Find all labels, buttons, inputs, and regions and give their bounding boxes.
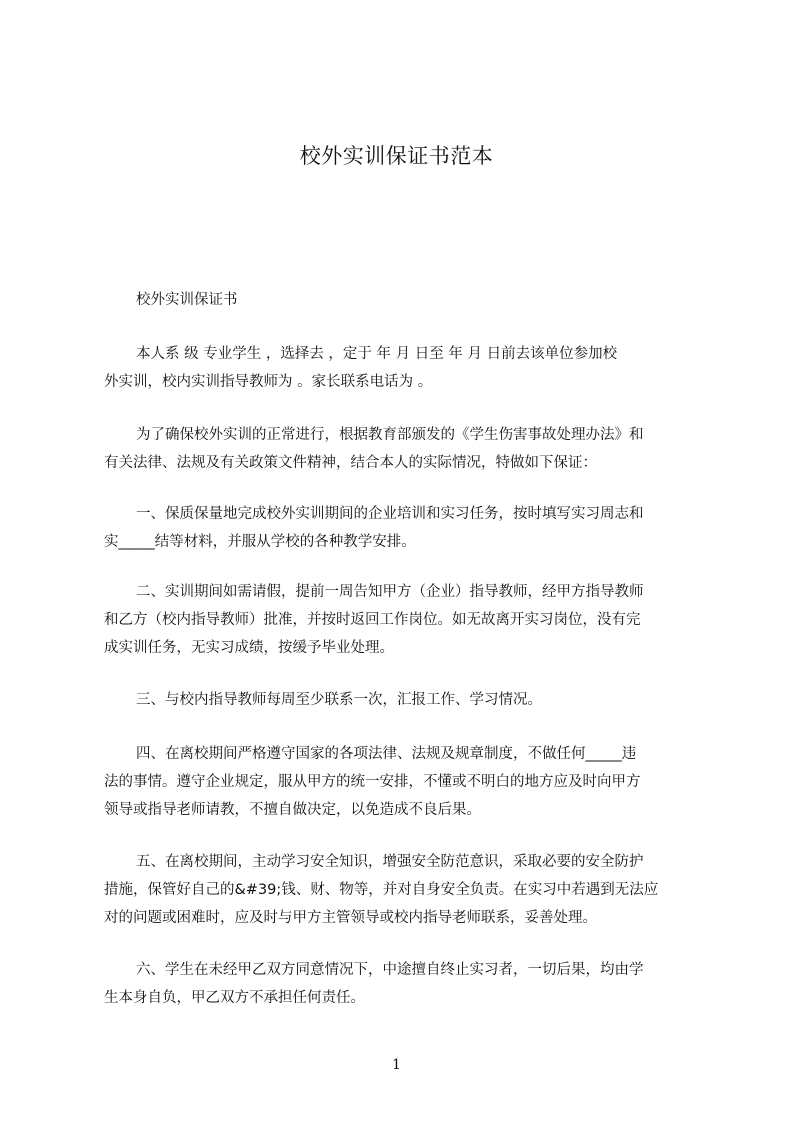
paragraph-line: 成实训任务，无实习成绩，按缓予毕业处理。 [104, 640, 394, 656]
paragraph-line: 法的事情。遵守企业规定，服从甲方的统一安排，不懂或不明白的地方应及时向甲方 [104, 774, 641, 790]
document-title: 校外实训保证书范本 [299, 144, 494, 168]
paragraph-5 [104, 686, 700, 714]
paragraph-line: 有关法律、法规及有关政策文件精神，结合本人的实际情况，特做如下保证： [104, 455, 597, 471]
paragraph-6 [104, 740, 700, 824]
paragraph-line: 为了确保校外实训的正常进行，根据教育部颁发的《学生伤害事故处理办法》和 [136, 427, 644, 443]
paragraph-line: 外实训，校内实训指导教师为 。家长联系电话为 。 [104, 374, 433, 390]
paragraph-line: 实_____结等材料，并服从学校的各种教学安排。 [104, 534, 416, 550]
paragraph-3 [104, 500, 700, 556]
paragraph-line: 对的问题或困难时，应及时与甲方主管领导或校内指导老师联系，妥善处理。 [104, 910, 597, 926]
paragraph-line: 五、在离校期间，主动学习安全知识，增强安全防范意识，采取必要的安全防护 [136, 854, 644, 870]
paragraph-line: 一、保质保量地完成校外实训期间的企业培训和实习任务，按时填写实习周志和 [136, 506, 644, 522]
paragraph-7 [104, 848, 700, 932]
paragraph-2 [104, 421, 700, 477]
paragraph-line: 本人系 级 专业学生 ，选择去 ，定于 年 月 日至 年 月 日前去该单位参加校 [136, 346, 618, 362]
paragraph-line: 四、在离校期间严格遵守国家的各项法律、法规及规章制度，不做任何_____违 [136, 746, 637, 762]
paragraph-4 [104, 578, 700, 662]
paragraph-line: 生本身自负，甲乙双方不承担任何责任。 [104, 990, 365, 1006]
paragraph-1 [104, 340, 700, 396]
paragraph-line: 六、学生在未经甲乙双方同意情况下，中途擅自终止实习者，一切后果，均由学 [136, 962, 644, 978]
paragraph-line: 二、实训期间如需请假，提前一周告知甲方（企业）指导教师，经甲方指导教师 [136, 584, 644, 600]
paragraph-8 [104, 956, 700, 1012]
paragraph-line: 和乙方（校内指导教师）批准，并按时返回工作岗位。如无故离开实习岗位，没有完 [104, 612, 641, 628]
paragraph-line: 三、与校内指导教师每周至少联系一次，汇报工作、学习情况。 [136, 692, 542, 708]
paragraph-line: 领导或指导老师请教，不擅自做决定，以免造成不良后果。 [104, 802, 481, 818]
page-number: 1 [392, 1057, 401, 1073]
paragraph-line: 措施，保管好自己的&#39;钱、财、物等，并对自身安全负责。在实习中若遇到无法应 [104, 882, 659, 898]
document-subtitle: 校外实训保证书 [136, 292, 238, 308]
